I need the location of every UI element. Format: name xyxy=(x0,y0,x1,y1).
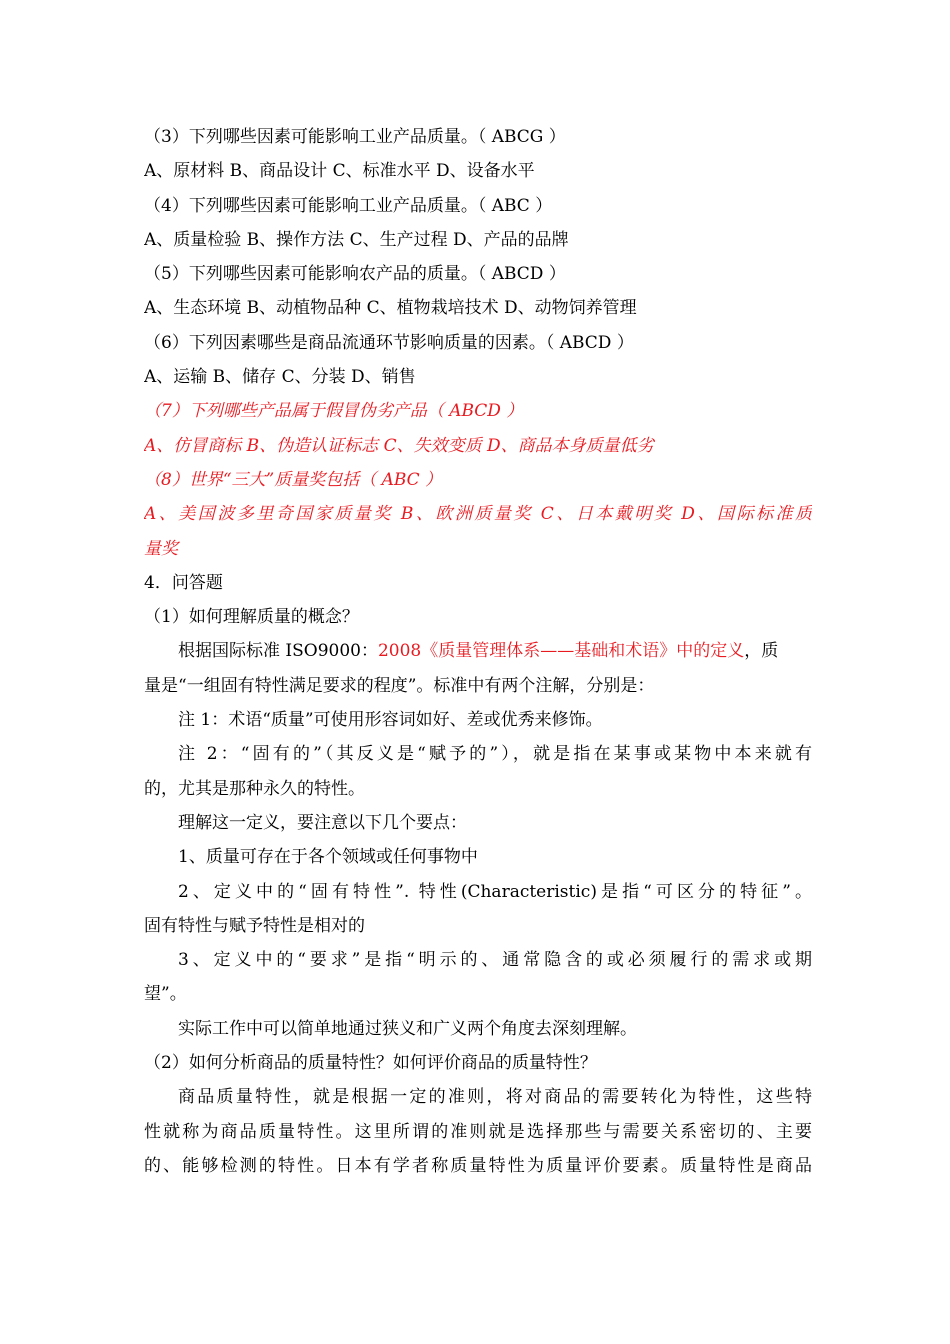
qa-1-point2-line2: 固有特性与赋予特性是相对的 xyxy=(144,915,365,936)
question-6-stem: （6）下列因素哪些是商品流通环节影响质量的因素。（ ABCD ） xyxy=(144,332,634,353)
qa-2-line2: 性就称为商品质量特性。这里所谓的准则就是选择那些与需要关系密切的、主要 xyxy=(144,1121,812,1142)
qa-1-closing: 实际工作中可以简单地通过狭义和广义两个角度去深刻理解。 xyxy=(178,1018,637,1039)
qa-1-note2-line2: 的，尤其是那种永久的特性。 xyxy=(144,778,365,799)
qa-1-point3-line1: 3、定义中的“要求”是指“明示的、通常隐含的或必须履行的需求或期 xyxy=(178,950,812,971)
qa-1-lead: 理解这一定义，要注意以下几个要点： xyxy=(178,812,467,833)
qa-1-note1: 注 1：术语“质量”可使用形容词如好、差或优秀来修饰。 xyxy=(178,710,603,731)
question-8-stem: （8）世界“三大”质量奖包括（ ABC ） xyxy=(144,469,443,490)
qa-2-stem: （2）如何分析商品的质量特性？如何评价商品的质量特性？ xyxy=(144,1053,597,1074)
definition-standard-title: 2008《质量管理体系——基础和术语》中的定义 xyxy=(377,641,745,662)
qa-1-note2-line1: 注 2：“固有的”（其反义是“赋予的”），就是指在某事或某物中本来就有 xyxy=(178,744,812,765)
question-6-options: A、运输 B、储存 C、分装 D、销售 xyxy=(144,367,416,388)
qa-1-definition-line1 xyxy=(144,634,812,668)
question-3-stem: （3）下列哪些因素可能影响工业产品质量。（ ABCG ） xyxy=(144,127,566,147)
question-7-options: A、仿冒商标 B、伪造认证标志 C、失效变质 D、商品本身质量低劣 xyxy=(144,435,654,456)
qa-1-point1: 1、质量可存在于各个领域或任何事物中 xyxy=(178,847,478,868)
qa-2-line3: 的、能够检测的特性。日本有学者称质量特性为质量评价要素。质量特性是商品 xyxy=(144,1155,812,1176)
question-5-options: A、生态环境 B、动植物品种 C、植物栽培技术 D、动物饲养管理 xyxy=(144,298,637,319)
definition-text-a: 根据国际标准 ISO9000： xyxy=(178,641,378,662)
question-3-options: A、原材料 B、商品设计 C、标准水平 D、设备水平 xyxy=(144,161,535,182)
qa-1-definition-line2: 量是“一组固有特性满足要求的程度”。标准中有两个注解，分别是： xyxy=(144,675,655,696)
qa-1-stem: （1）如何理解质量的概念？ xyxy=(144,607,359,628)
qa-2-line1: 商品质量特性，就是根据一定的准则，将对商品的需要转化为特性，这些特 xyxy=(178,1087,812,1108)
question-5-stem: （5）下列哪些因素可能影响农产品的质量。（ ABCD ） xyxy=(144,264,566,285)
document-page xyxy=(144,120,812,1183)
section-title: 4．问答题 xyxy=(144,572,223,593)
question-4-stem: （4）下列哪些因素可能影响工业产品质量。（ ABC ） xyxy=(144,195,553,216)
question-4-options: A、质量检验 B、操作方法 C、生产过程 D、产品的品牌 xyxy=(144,229,569,250)
qa-1-point3-line2: 望”。 xyxy=(144,984,187,1005)
question-8-options-line1: A、美国波多里奇国家质量奖 B、欧洲质量奖 C、日本戴明奖 D、国际标准质 xyxy=(144,504,812,525)
definition-text-b: ，质 xyxy=(744,641,779,662)
qa-1-point2-line1: 2、定义中的“固有特性”. 特性(Characteristic)是指“可区分的特征”。 xyxy=(178,881,812,902)
question-7-stem: （7）下列哪些产品属于假冒伪劣产品（ ABCD ） xyxy=(144,401,524,422)
question-8-options-line2: 量奖 xyxy=(144,538,178,559)
